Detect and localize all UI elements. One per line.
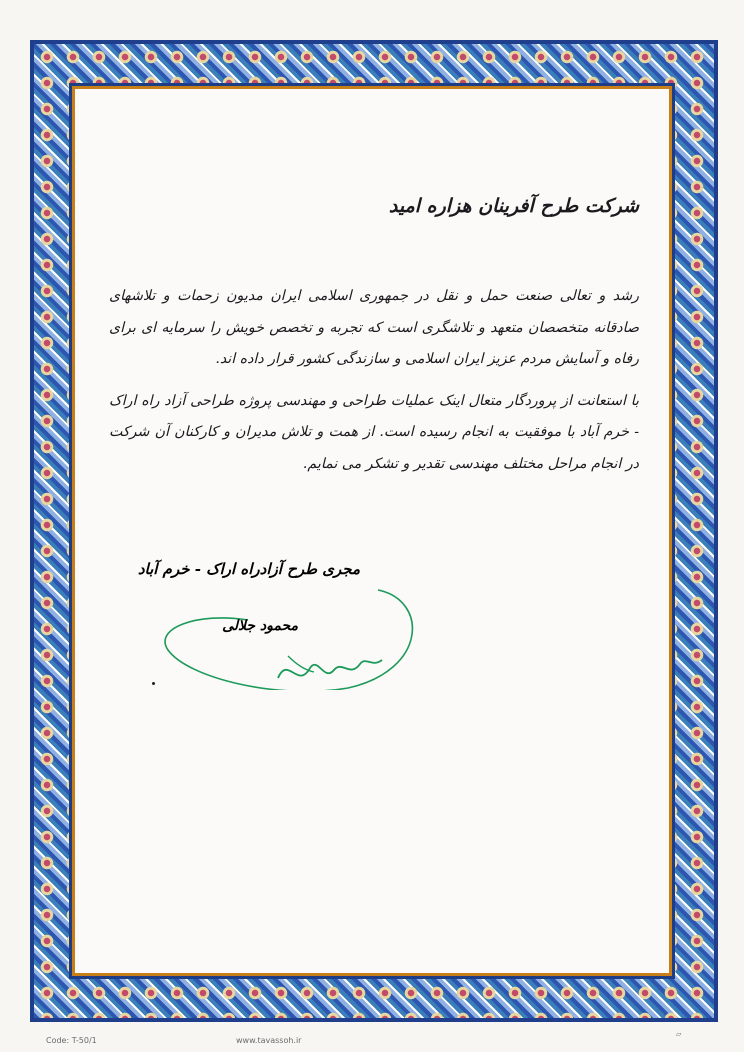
footer-url: www.tavassoh.ir [236,1036,302,1045]
body-paragraph-1: رشد و تعالی صنعت حمل و نقل در جمهوری اسلامی ایران مدیون زحمات و تلاشهای صادقانه متخصصان متعهد و تلاشگری است که تجربه و تخصص خویش را سرمایه ای برای رفاه و آسایش مردم عزیز ایران اسلامی و سازندگی کشور قرار داده اند. [109,288,639,367]
company-heading: شرکت طرح آفرینان هزاره امید [388,195,639,217]
signature-block [128,560,418,690]
letter-body [109,281,639,480]
ink-dot [152,682,155,685]
letter-content [75,89,669,973]
footer-logo-icon: ▱ [676,1030,682,1038]
footer-code: Code: T-50/1 [46,1036,97,1045]
body-paragraph-2: با استعانت از پروردگار متعال اینک عملیات طراحی و مهندسی پروژه طراحی آزاد راه اراک - خرم آباد با موفقیت به انجام رسیده است. از همت و تلاش مدیران و کارکنان آن شرکت در انجام مراحل مختلف مهندسی تقدیر و تشکر می نمایم. [109,392,639,472]
signatory-title: مجری طرح آزادراه اراک - خرم آباد [137,560,360,578]
signatory-name: محمود جلالی [222,618,298,634]
